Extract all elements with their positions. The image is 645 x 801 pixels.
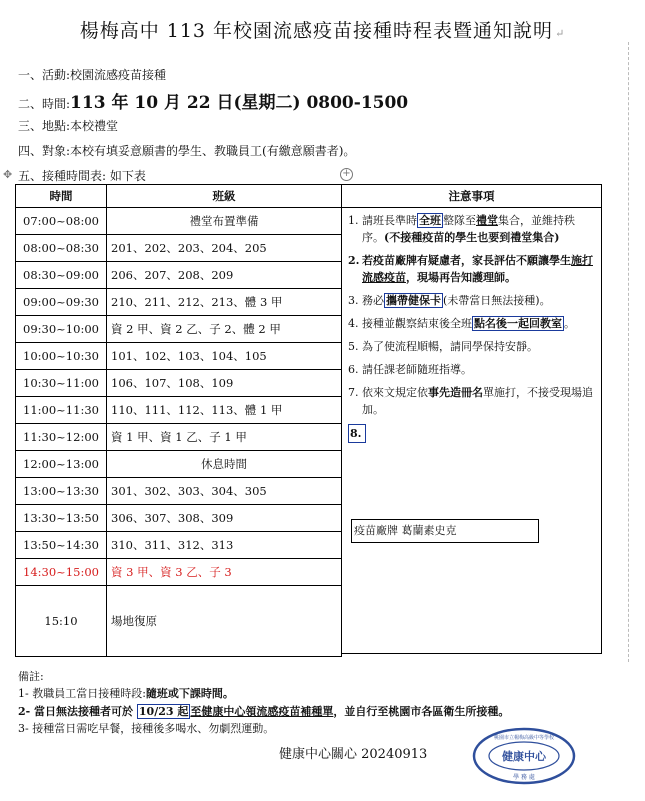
list-item: 5. 為了使流程順暢，請同學保持安靜。 <box>348 340 538 353</box>
time-cell: 10:30~11:00 <box>16 370 107 397</box>
remark-1: 1- 教職員工當日接種時段:隨班或下課時間。 <box>18 687 234 700</box>
table-row <box>16 424 342 451</box>
document-title: 楊梅高中 113 年校園流感疫苗接種時程表暨通知說明 ↵ <box>79 20 566 42</box>
time-cell: 07:00~08:00 <box>16 208 107 235</box>
time-cell: 11:30~12:00 <box>16 424 107 451</box>
list-item: 3. 務必 攜帶健保卡 (未帶當日無法接種)。 <box>348 294 551 307</box>
time-cell: 08:30~09:00 <box>16 262 107 289</box>
class-cell: 310、311、312、313 <box>107 532 342 559</box>
table-row <box>16 451 342 478</box>
time-column-header: 時間 <box>16 185 107 208</box>
class-column-header: 班級 <box>107 185 342 208</box>
time-cell: 09:30~10:00 <box>16 316 107 343</box>
time-cell: 14:30~15:00 <box>16 559 107 586</box>
vaccine-brand-box: 疫苗廠牌 葛蘭素史克 <box>351 519 539 543</box>
target-line: 四、對象:本校有填妥意願書的學生、教職員工(有繳意願書者)。 <box>18 144 356 158</box>
remark-2: 2- 當日無法接種者可於 10/23 起 至健康中心領流感疫苗補種單，並自行至桃園市各區衛生所接種。 <box>18 705 510 718</box>
schedule-label: 五、接種時間表: 如下表 <box>18 169 146 183</box>
class-cell: 210、211、212、213、體 3 甲 <box>107 289 342 316</box>
list-item: 7. 依來文規定依事先造冊名單施打，不接受現場追加。 <box>348 386 593 416</box>
activity-line: 一、活動:校園流感疫苗接種 <box>18 68 167 82</box>
table-row <box>16 316 342 343</box>
class-cell: 場地復原 <box>107 586 342 657</box>
time-cell: 13:50~14:30 <box>16 532 107 559</box>
class-cell: 資 2 甲、資 2 乙、子 2、體 2 甲 <box>107 316 342 343</box>
table-move-handle-icon[interactable]: ✥ <box>3 168 13 181</box>
table-row <box>16 289 342 316</box>
class-cell: 資 3 甲、資 3 乙、子 3 <box>107 559 342 586</box>
list-item: 2. 若疫苗廠牌有疑慮者，家長評估不願讓學生施打流感疫苗，現場再告知護理師。 <box>348 254 593 284</box>
seal-center-text: 健康中心 <box>502 750 546 763</box>
class-cell: 106、107、108、109 <box>107 370 342 397</box>
time-cell: 12:00~13:00 <box>16 451 107 478</box>
table-row <box>16 370 342 397</box>
signature-line: 健康中心關心 20240913 <box>279 747 428 762</box>
table-row <box>16 505 342 532</box>
notes-header: 注意事項 <box>342 185 601 208</box>
table-row <box>16 343 342 370</box>
seal-ring-bottom-text: 學 務 處 <box>513 774 535 781</box>
class-cell: 資 1 甲、資 1 乙、子 1 甲 <box>107 424 342 451</box>
class-cell: 206、207、208、209 <box>107 262 342 289</box>
list-item: 1. 請班長準時 全班 整隊至禮堂集合，並維持秩序。(不接種疫苗的學生也要到禮堂集合) <box>348 214 575 244</box>
time-cell: 09:00~09:30 <box>16 289 107 316</box>
remarks-heading: 備註: <box>18 670 44 683</box>
time-cell: 10:00~10:30 <box>16 343 107 370</box>
health-center-seal <box>471 726 577 786</box>
schedule-table <box>15 184 342 657</box>
class-cell: 110、111、112、113、體 1 甲 <box>107 397 342 424</box>
table-row <box>16 532 342 559</box>
table-row <box>16 559 342 586</box>
place-line: 三、地點:本校禮堂 <box>18 119 119 133</box>
class-cell: 301、302、303、304、305 <box>107 478 342 505</box>
list-item: 8. <box>348 424 601 443</box>
time-line: 二、時間:113 年 10 月 22 日(星期二) 0800-1500 <box>18 93 409 113</box>
notes-list <box>348 212 601 443</box>
table-row <box>16 397 342 424</box>
class-cell: 禮堂布置準備 <box>107 208 342 235</box>
seal-ring-top-text: 桃園市立楊梅高級中等學校 <box>493 735 555 741</box>
class-cell: 306、307、308、309 <box>107 505 342 532</box>
table-row <box>16 235 342 262</box>
margin-guide <box>628 42 630 662</box>
table-row <box>16 478 342 505</box>
class-cell: 休息時間 <box>107 451 342 478</box>
time-cell: 08:00~08:30 <box>16 235 107 262</box>
time-cell: 15:10 <box>16 586 107 657</box>
list-item: 4. 接種並觀察結束後全班 點名後一起回教室 。 <box>348 317 575 330</box>
class-cell: 201、202、203、204、205 <box>107 235 342 262</box>
remark-3: 3- 接種當日需吃早餐，接種後多喝水、勿劇烈運動。 <box>18 722 275 735</box>
table-row <box>16 586 342 657</box>
time-cell: 11:00~11:30 <box>16 397 107 424</box>
time-cell: 13:00~13:30 <box>16 478 107 505</box>
table-row <box>16 208 342 235</box>
class-cell: 101、102、103、104、105 <box>107 343 342 370</box>
notes-panel <box>342 184 602 654</box>
table-row <box>16 262 342 289</box>
time-cell: 13:30~13:50 <box>16 505 107 532</box>
list-item: 6. 請任課老師隨班指導。 <box>348 363 472 376</box>
add-column-icon[interactable]: + <box>340 168 353 181</box>
